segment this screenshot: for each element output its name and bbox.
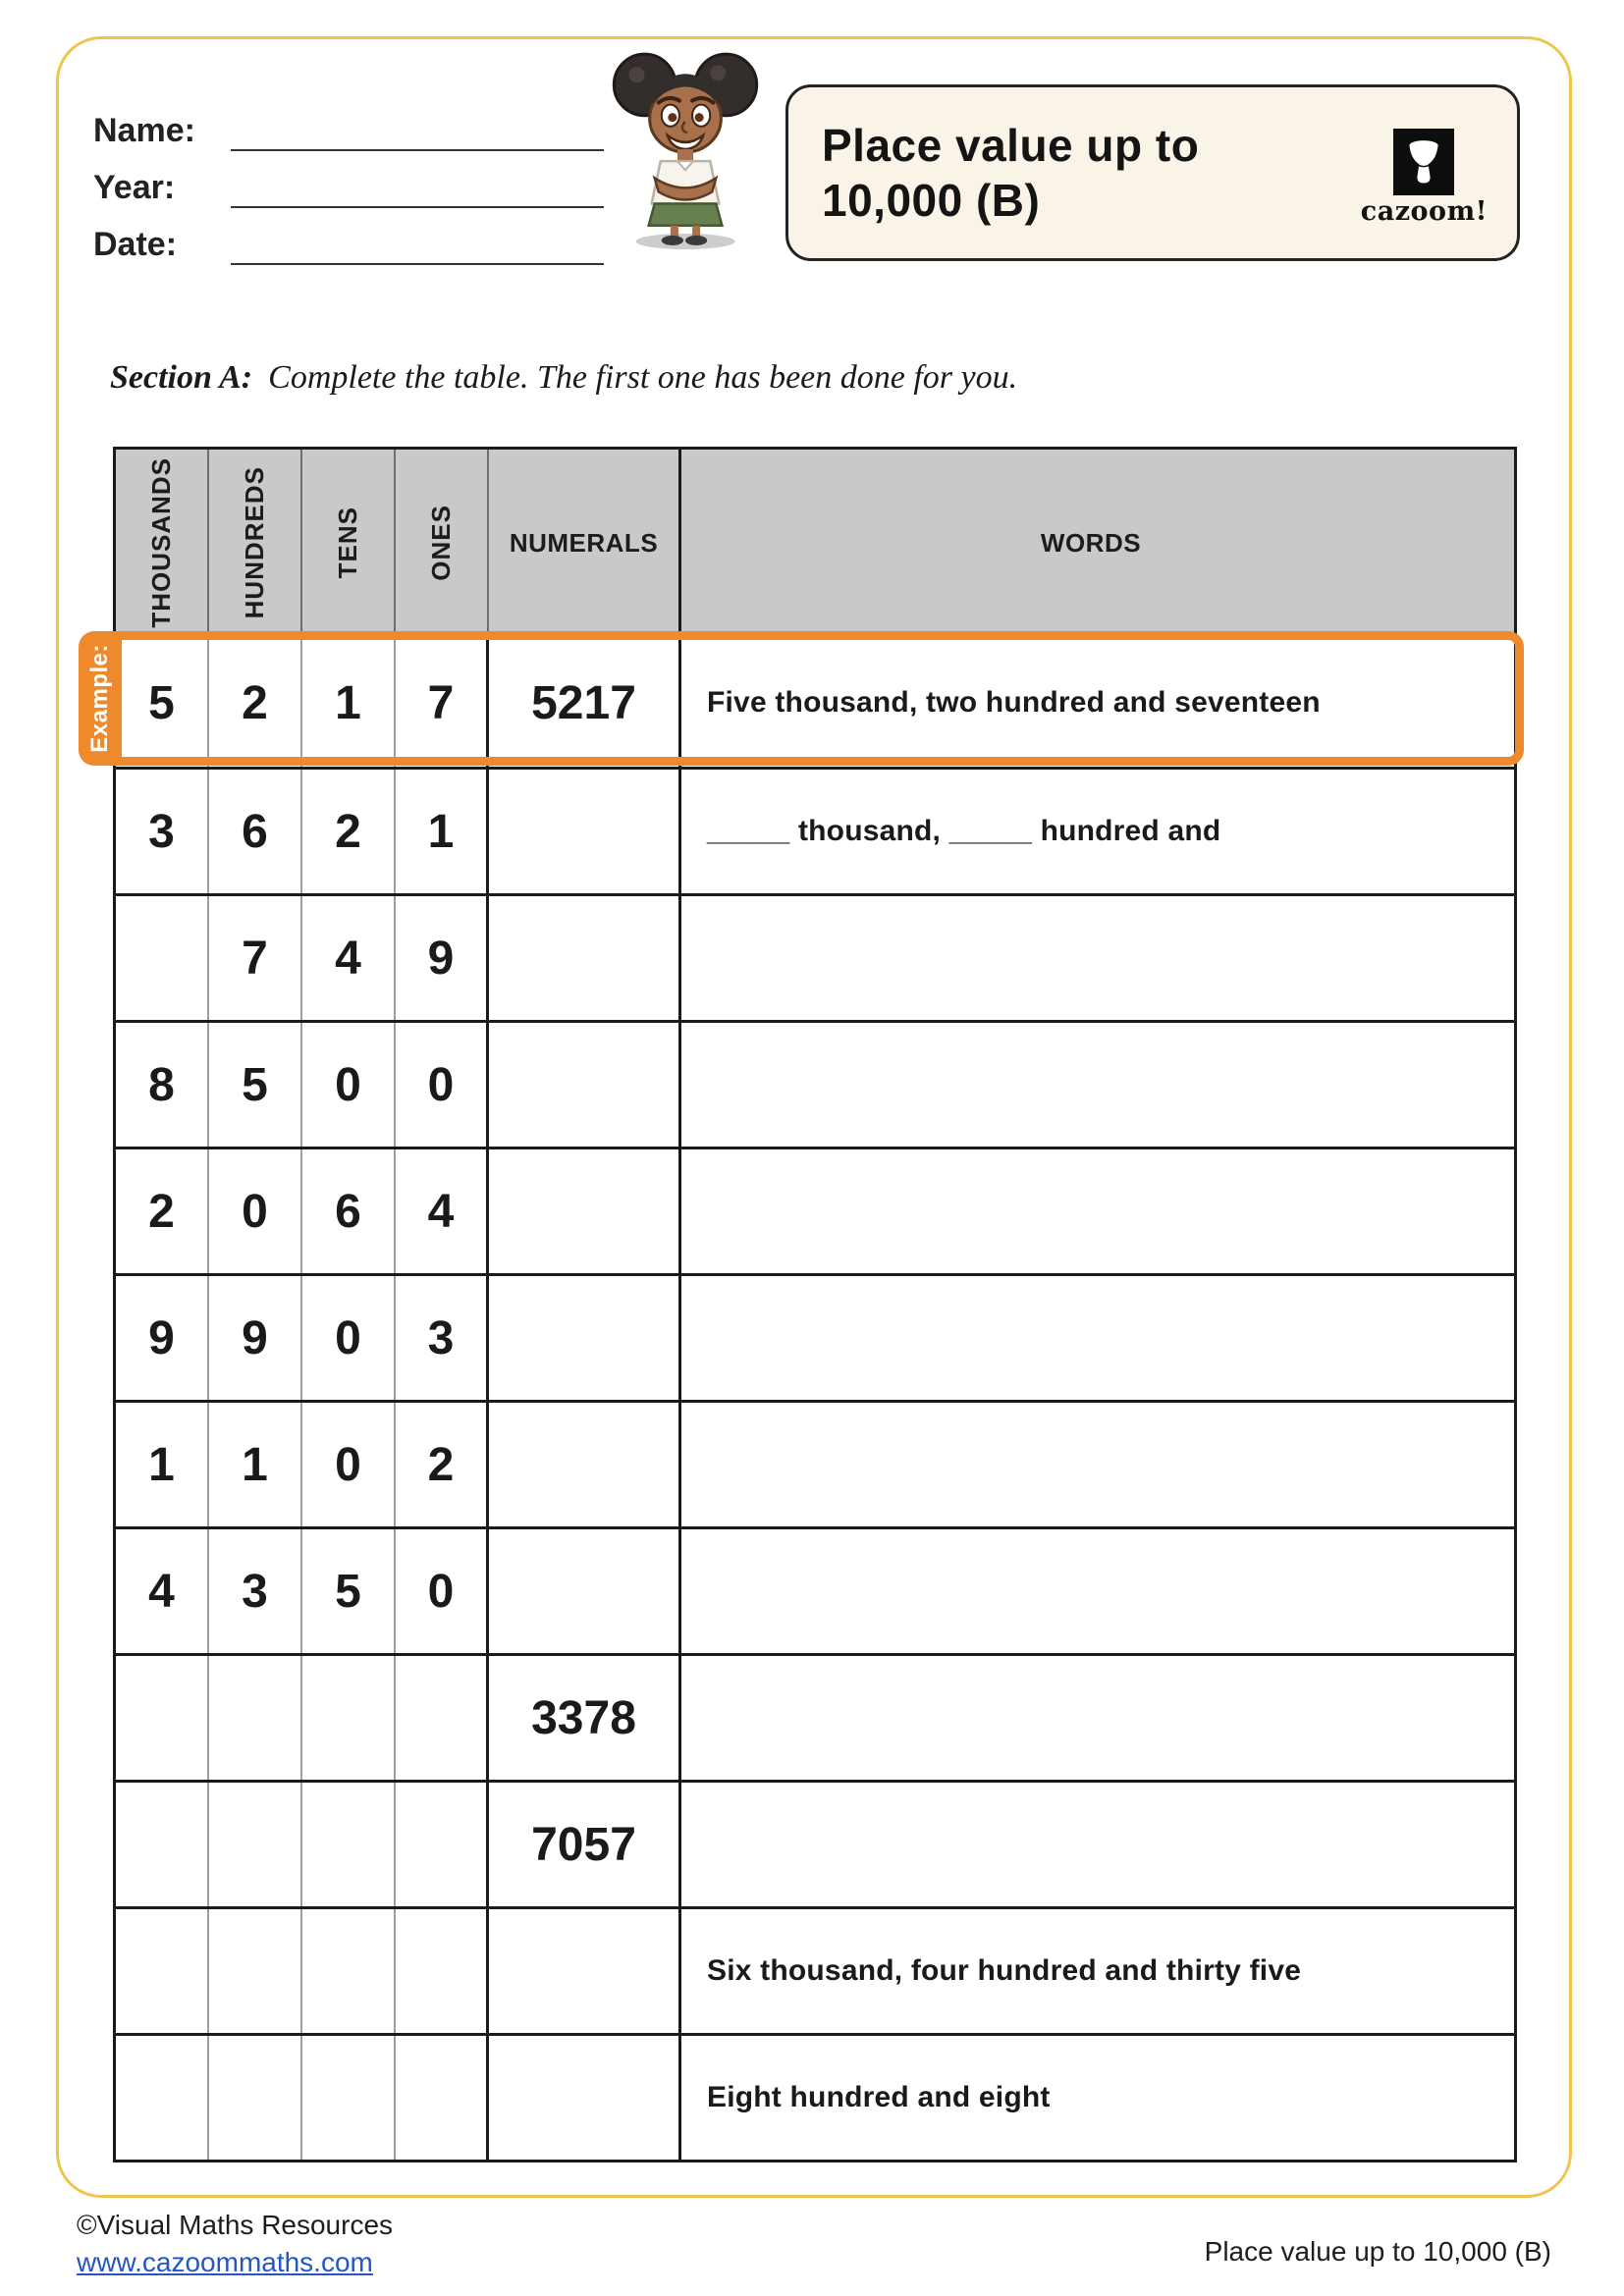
table-row xyxy=(116,1149,1514,1276)
cell-hundreds: 1 xyxy=(209,1403,302,1526)
table-row xyxy=(116,1783,1514,1909)
cell-thousands xyxy=(116,1783,209,1906)
cell-thousands: 5 xyxy=(116,639,209,767)
cell-thousands xyxy=(116,1909,209,2033)
cell-numerals xyxy=(489,1276,681,1400)
cell-hundreds: 2 xyxy=(209,639,302,767)
cell-ones: 0 xyxy=(396,1529,489,1653)
place-value-table xyxy=(113,447,1517,2163)
header-words: WORDS xyxy=(1040,527,1142,558)
table-row xyxy=(116,1529,1514,1656)
header-hundreds: HUNDREDS xyxy=(209,450,302,636)
cell-ones: 0 xyxy=(396,1023,489,1147)
cell-tens: 0 xyxy=(302,1023,396,1147)
cell-numerals xyxy=(489,770,681,893)
cell-thousands xyxy=(116,1656,209,1780)
cell-tens: 1 xyxy=(302,639,396,767)
cell-hundreds: 6 xyxy=(209,770,302,893)
cell-ones: 7 xyxy=(396,639,489,767)
website-link[interactable]: www.cazoommaths.com xyxy=(77,2246,373,2277)
cell-numerals xyxy=(489,1909,681,2033)
cell-words xyxy=(681,1656,1514,1780)
cell-numerals xyxy=(489,1403,681,1526)
cell-tens xyxy=(302,1656,396,1780)
cell-thousands: 3 xyxy=(116,770,209,893)
footer-worksheet-title: Place value up to 10,000 (B) xyxy=(1204,2236,1551,2267)
worksheet-title-box xyxy=(785,84,1520,261)
cell-words xyxy=(681,1403,1514,1526)
copyright-text: ©Visual Maths Resources xyxy=(77,2210,394,2240)
worksheet-title xyxy=(822,118,1199,228)
cell-words xyxy=(681,1023,1514,1147)
cell-hundreds xyxy=(209,1783,302,1906)
table-row xyxy=(116,1023,1514,1149)
cell-thousands: 9 xyxy=(116,1276,209,1400)
table-row xyxy=(116,2036,1514,2160)
cell-tens: 2 xyxy=(302,770,396,893)
date-write-line xyxy=(231,206,604,265)
cell-tens: 6 xyxy=(302,1149,396,1273)
cell-words: Six thousand, four hundred and thirty five xyxy=(707,1954,1302,1987)
cell-hundreds: 5 xyxy=(209,1023,302,1147)
cell-hundreds xyxy=(209,1656,302,1780)
cell-words xyxy=(681,1529,1514,1653)
table-row xyxy=(116,1656,1514,1783)
cell-numerals xyxy=(489,1023,681,1147)
name-label: Name: xyxy=(93,112,195,149)
cell-tens: 5 xyxy=(302,1529,396,1653)
year-field-row xyxy=(93,151,604,208)
date-field-row xyxy=(93,208,604,265)
cell-words xyxy=(681,1149,1514,1273)
cell-tens xyxy=(302,1783,396,1906)
girl-mascot-illustration xyxy=(601,43,770,251)
header-thousands: THOUSANDS xyxy=(116,450,209,636)
cell-ones xyxy=(396,1783,489,1906)
cell-ones xyxy=(396,1656,489,1780)
cell-numerals xyxy=(489,1149,681,1273)
cell-ones: 9 xyxy=(396,896,489,1020)
cell-numerals: 5217 xyxy=(489,639,681,767)
cell-thousands: 8 xyxy=(116,1023,209,1147)
name-write-line xyxy=(231,92,604,151)
cell-ones xyxy=(396,1909,489,2033)
header-tens: TENS xyxy=(302,450,396,636)
example-tab-label: Example: xyxy=(86,644,113,753)
cell-ones: 2 xyxy=(396,1403,489,1526)
cell-thousands: 1 xyxy=(116,1403,209,1526)
cell-numerals xyxy=(489,1529,681,1653)
date-label: Date: xyxy=(93,226,178,263)
cell-words xyxy=(681,896,1514,1020)
cell-words xyxy=(681,1783,1514,1906)
cell-ones: 3 xyxy=(396,1276,489,1400)
table-row xyxy=(116,1909,1514,2036)
table-row xyxy=(116,1403,1514,1529)
cell-hundreds: 0 xyxy=(209,1149,302,1273)
cell-hundreds xyxy=(209,2036,302,2160)
cell-thousands: 2 xyxy=(116,1149,209,1273)
cell-thousands: 4 xyxy=(116,1529,209,1653)
cell-numerals xyxy=(489,896,681,1020)
section-label: Section A: xyxy=(110,359,253,396)
cazoom-logo-text: cazoom! xyxy=(1360,196,1488,227)
cell-numerals: 3378 xyxy=(489,1656,681,1780)
cell-words: _____ thousand, _____ hundred and xyxy=(707,815,1221,847)
cell-tens xyxy=(302,2036,396,2160)
cell-words: Five thousand, two hundred and seventeen xyxy=(707,686,1321,719)
cell-ones: 4 xyxy=(396,1149,489,1273)
title-line-1: Place value up to xyxy=(822,119,1200,171)
cell-hundreds: 7 xyxy=(209,896,302,1020)
year-label: Year: xyxy=(93,169,176,206)
cell-words: Eight hundred and eight xyxy=(707,2081,1051,2113)
cell-tens: 0 xyxy=(302,1276,396,1400)
cell-hundreds xyxy=(209,1909,302,2033)
cell-ones: 1 xyxy=(396,770,489,893)
name-field-row xyxy=(93,94,604,151)
header-numerals: NUMERALS xyxy=(489,450,681,636)
cell-numerals: 7057 xyxy=(489,1783,681,1906)
year-write-line xyxy=(231,149,604,208)
section-instruction: Complete the table. The first one has been done for you. xyxy=(268,359,1018,396)
table-row-example xyxy=(116,639,1514,770)
table-header-row xyxy=(116,450,1514,639)
cell-words xyxy=(681,1276,1514,1400)
drum-icon xyxy=(1393,129,1454,195)
cell-hundreds: 9 xyxy=(209,1276,302,1400)
cell-thousands xyxy=(116,2036,209,2160)
table-row xyxy=(116,1276,1514,1403)
student-fields xyxy=(93,94,604,265)
table-row xyxy=(116,896,1514,1023)
cell-thousands xyxy=(116,896,209,1020)
cell-tens: 4 xyxy=(302,896,396,1020)
header-ones: ONES xyxy=(396,450,489,636)
cell-tens xyxy=(302,1909,396,2033)
cell-ones xyxy=(396,2036,489,2160)
cell-tens: 0 xyxy=(302,1403,396,1526)
cell-numerals xyxy=(489,2036,681,2160)
table-row xyxy=(116,770,1514,896)
section-heading xyxy=(110,359,1017,397)
title-line-2: 10,000 (B) xyxy=(822,175,1041,226)
footer-left xyxy=(77,2207,393,2281)
cell-hundreds: 3 xyxy=(209,1529,302,1653)
cazoom-logo xyxy=(1361,129,1488,227)
